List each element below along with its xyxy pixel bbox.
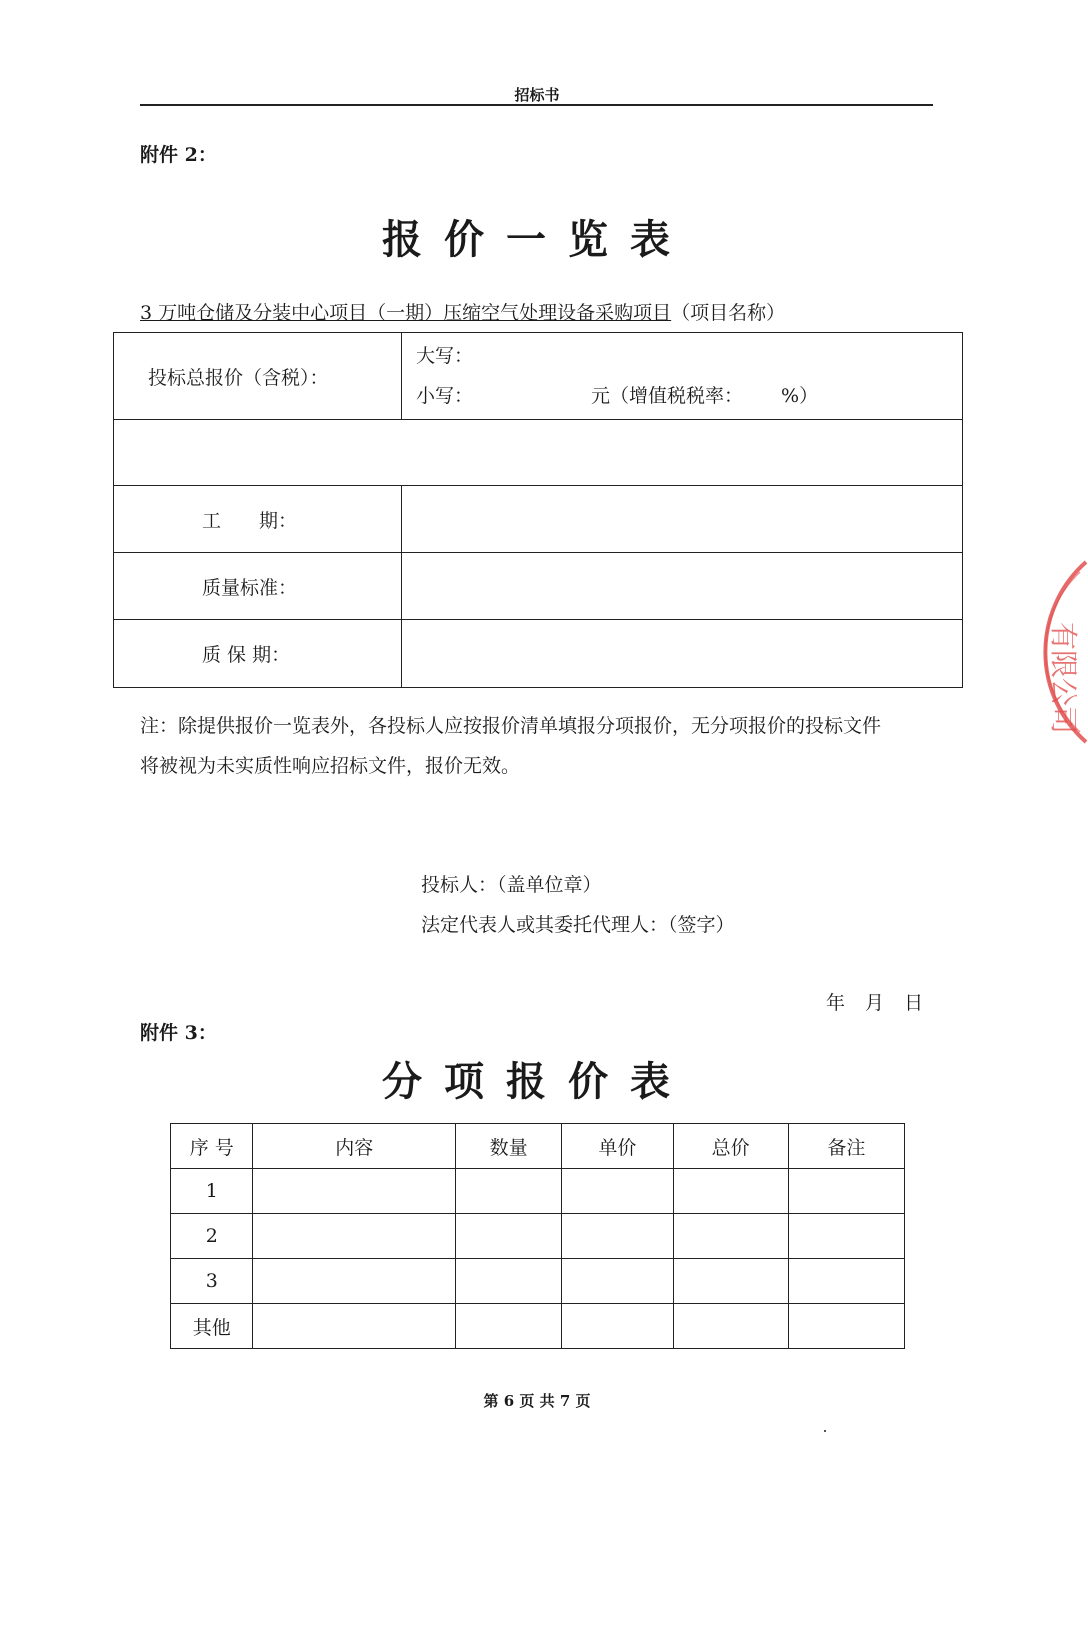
row-number: 2 (171, 1214, 253, 1259)
unit-price-cell[interactable] (562, 1304, 673, 1349)
representative-signature-label: 法定代表人或其委托代理人：（签字） (421, 914, 735, 936)
total-price-cell[interactable] (673, 1304, 788, 1349)
price-upper-line (416, 336, 948, 376)
quote-summary-table (113, 332, 963, 688)
price-upper-label: 大写： (416, 345, 474, 367)
total-price-cell[interactable] (673, 1169, 788, 1214)
total-price-label: 投标总报价（含税）： (148, 366, 329, 389)
col-header-total-price: 总价 (673, 1124, 788, 1169)
quality-standard-label: 质量标准： (202, 576, 298, 599)
unit-price-cell[interactable] (562, 1214, 673, 1259)
scan-speck (824, 1430, 826, 1432)
unit-price-cell[interactable] (562, 1169, 673, 1214)
page-header-title: 招标书 (514, 86, 560, 104)
quality-value-cell[interactable] (402, 553, 963, 620)
attachment-2-label: 附件 2： (140, 144, 217, 166)
schedule-label-cell (114, 486, 402, 553)
date-label: 年 月 日 (826, 992, 924, 1014)
table-header-row (171, 1124, 905, 1169)
total-price-label-cell (114, 333, 402, 420)
quantity-cell[interactable] (455, 1259, 561, 1304)
col-header-quantity: 数量 (455, 1124, 561, 1169)
seal-text: 有限公司 (1047, 622, 1080, 735)
warranty-value-cell[interactable] (402, 620, 963, 688)
row-number: 其他 (171, 1304, 253, 1349)
attachment-3-label: 附件 3： (140, 1022, 217, 1044)
note-line-1: 注：除提供报价一览表外，各投标人应按报价清单填报分项报价，无分项报价的投标文件 (140, 715, 882, 737)
itemized-quote-title: 分项报价表 (382, 1058, 692, 1105)
quote-summary-title: 报价一览表 (382, 216, 692, 263)
warranty-label-cell (114, 620, 402, 688)
project-name: 3 万吨仓储及分装中心项目（一期）压缩空气处理设备采购项目 (140, 302, 672, 324)
project-name-suffix: （项目名称） (671, 302, 786, 324)
quantity-cell[interactable] (455, 1304, 561, 1349)
content-cell[interactable] (253, 1259, 456, 1304)
col-header-no: 序 号 (171, 1124, 253, 1169)
col-header-remarks: 备注 (788, 1124, 904, 1169)
note-line-2: 将被视为未实质性响应招标文件，报价无效。 (140, 755, 521, 777)
col-header-content: 内容 (253, 1124, 456, 1169)
price-yuan-label: 元（增值税税率： (591, 385, 744, 407)
itemized-quote-table (170, 1123, 905, 1349)
project-name-line (140, 298, 785, 325)
vat-percent-label: %） (781, 385, 819, 407)
table-row (171, 1214, 905, 1259)
remarks-cell[interactable] (788, 1304, 904, 1349)
unit-price-cell[interactable] (562, 1259, 673, 1304)
remarks-cell[interactable] (788, 1259, 904, 1304)
table-row (171, 1304, 905, 1349)
total-price-cell[interactable] (673, 1214, 788, 1259)
price-lower-line (416, 376, 948, 416)
total-price-cell[interactable] (673, 1259, 788, 1304)
row-number: 3 (171, 1259, 253, 1304)
price-lower-label: 小写： (416, 385, 474, 407)
total-price-value-cell[interactable] (402, 333, 963, 420)
content-cell[interactable] (253, 1304, 456, 1349)
table-row (171, 1169, 905, 1214)
row-number: 1 (171, 1169, 253, 1214)
quantity-cell[interactable] (455, 1169, 561, 1214)
company-seal-fragment (1028, 562, 1088, 742)
header-rule (140, 104, 933, 106)
schedule-label: 工 期： (202, 509, 298, 532)
table-row (171, 1259, 905, 1304)
content-cell[interactable] (253, 1169, 456, 1214)
quantity-cell[interactable] (455, 1214, 561, 1259)
col-header-unit-price: 单价 (562, 1124, 673, 1169)
bidder-seal-label: 投标人：（盖单位章） (421, 874, 602, 896)
page-number-footer: 第 6 页 共 7 页 (483, 1392, 591, 1410)
content-cell[interactable] (253, 1214, 456, 1259)
quote-note (140, 706, 1000, 786)
schedule-value-cell[interactable] (402, 486, 963, 553)
quality-label-cell (114, 553, 402, 620)
remarks-cell[interactable] (788, 1169, 904, 1214)
remarks-cell[interactable] (788, 1214, 904, 1259)
blank-row-cell[interactable] (114, 420, 963, 486)
warranty-period-label: 质 保 期： (202, 644, 291, 666)
